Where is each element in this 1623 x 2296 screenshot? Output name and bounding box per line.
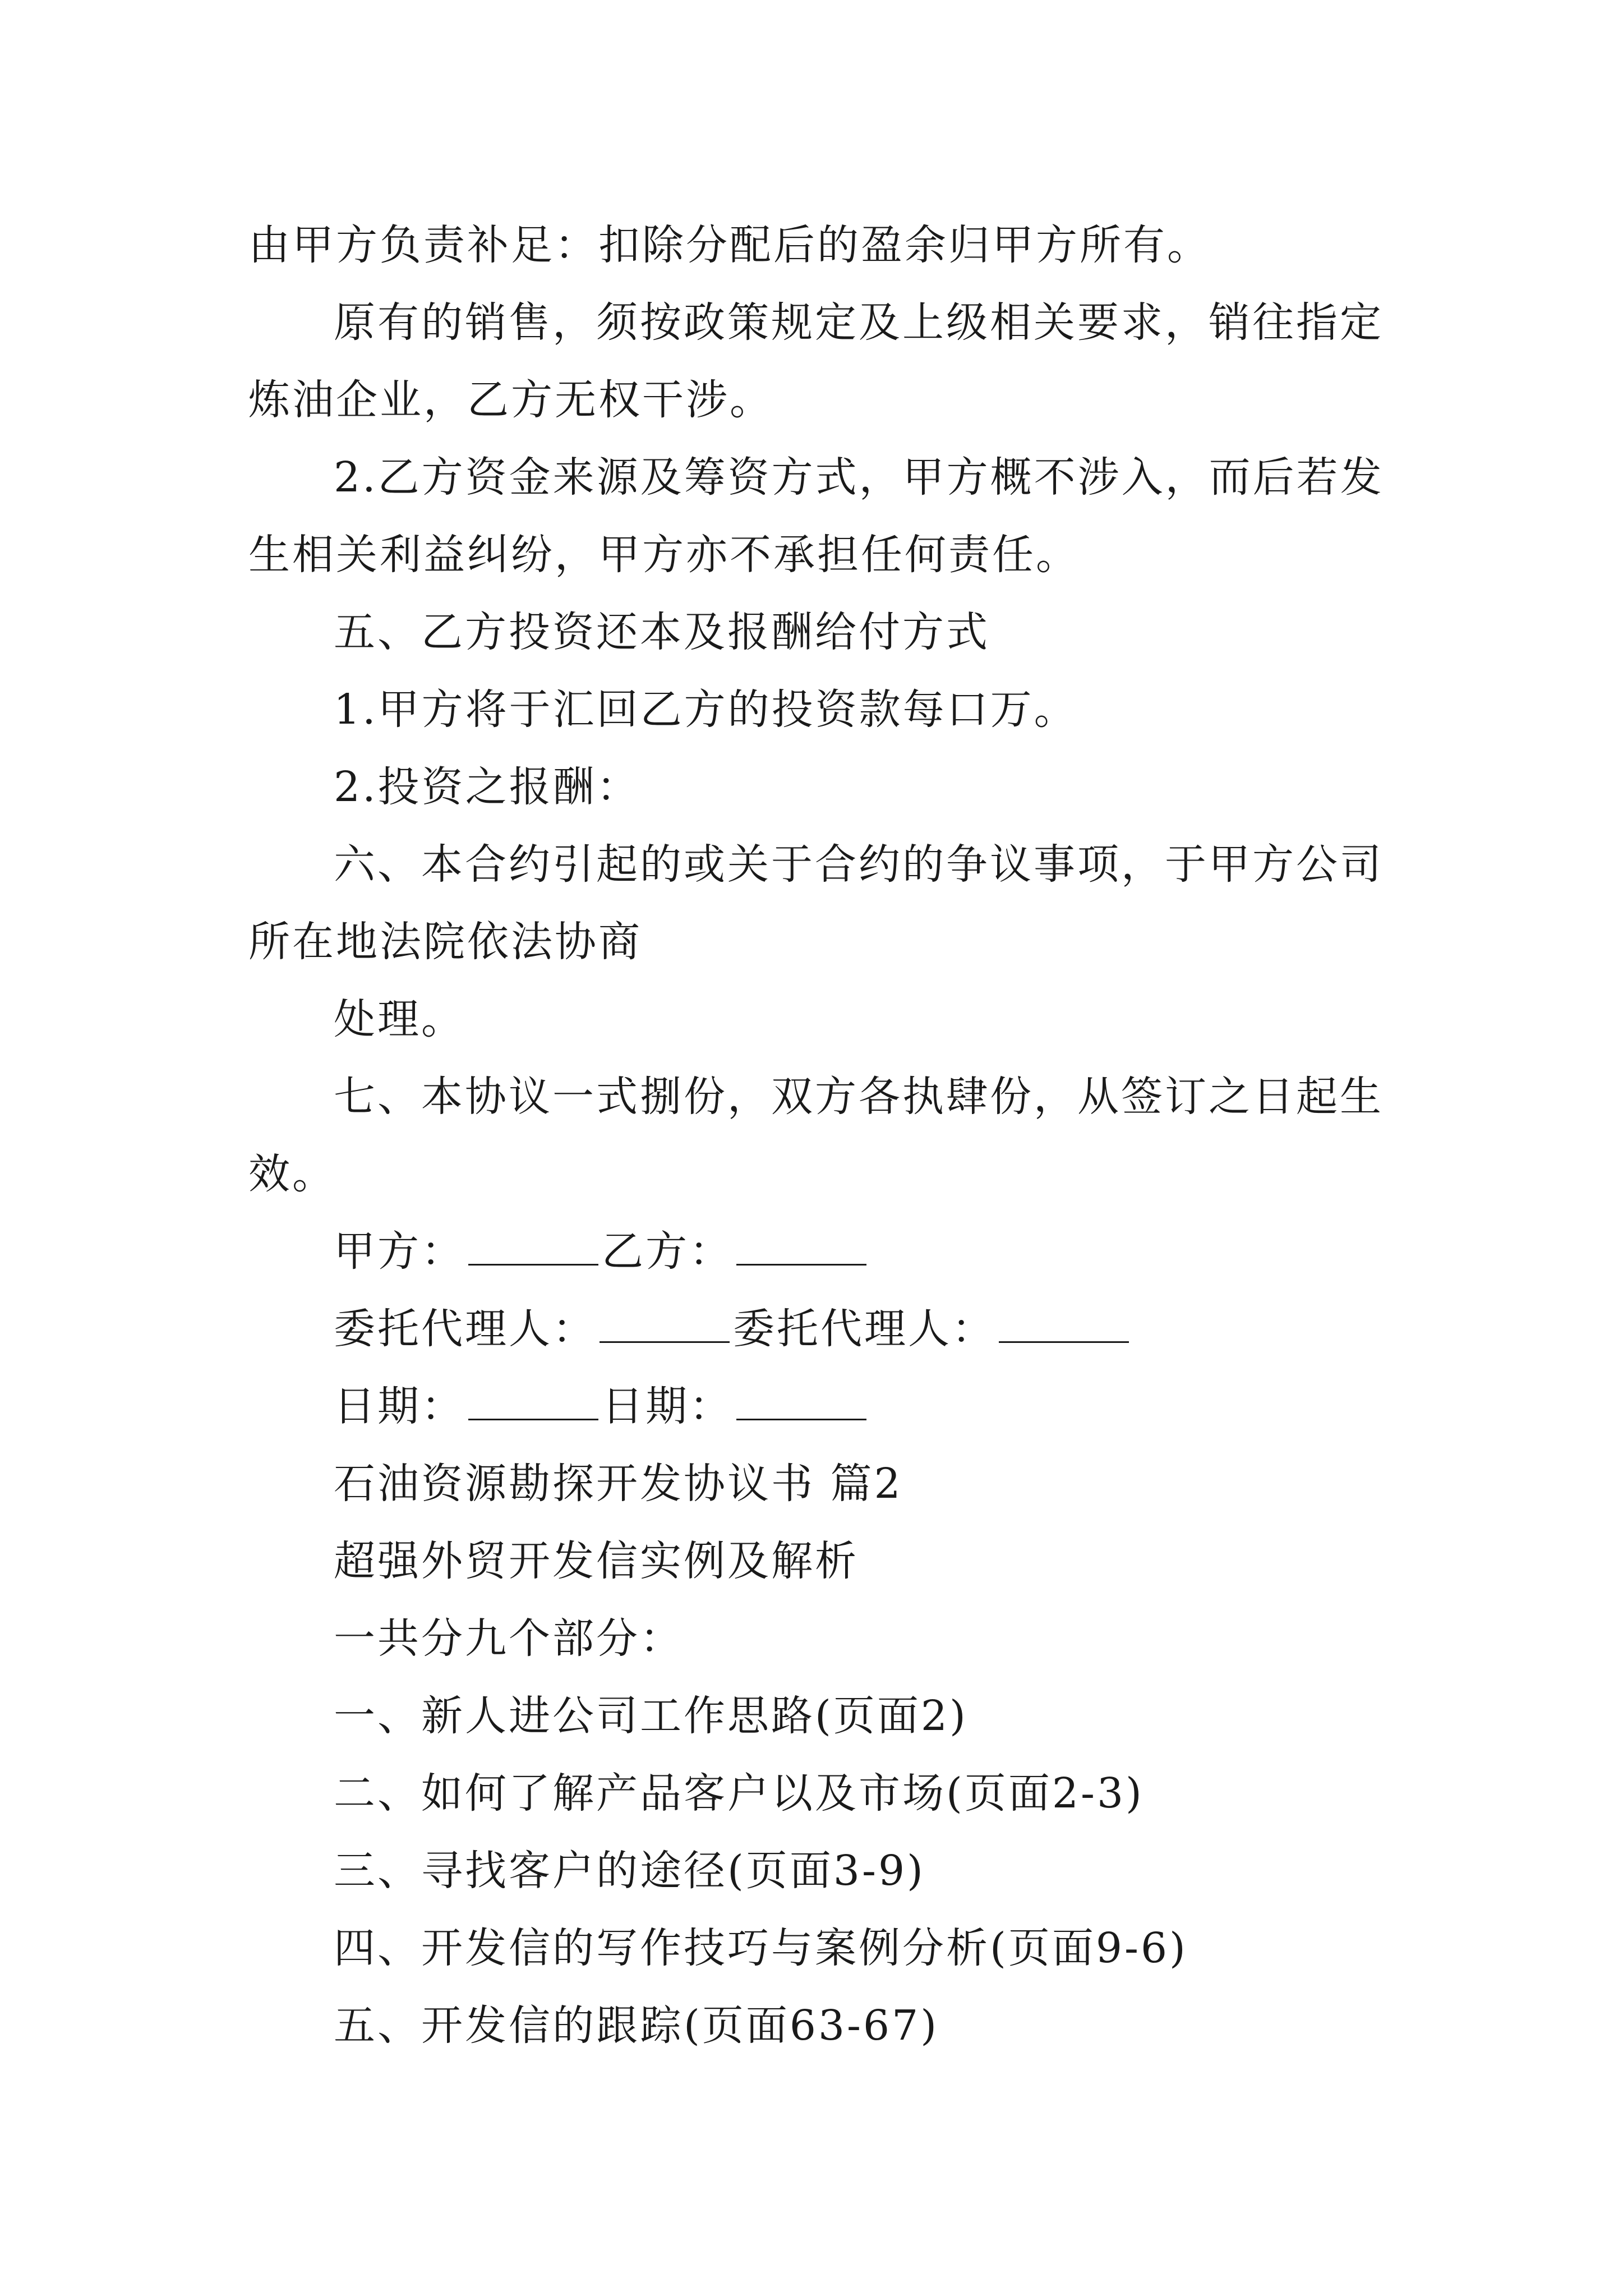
paragraph: 由甲方负责补足：扣除分配后的盈余归甲方所有。 [248,221,1211,269]
toc-item: 三、寻找客户的途径(页面3-9) [334,1847,925,1895]
signature-blank [600,1308,730,1343]
subtitle: 超强外贸开发信实例及解析 [334,1537,859,1585]
toc-item: 五、开发信的跟踪(页面63-67) [334,2001,939,2050]
signature-line-date [248,1368,1393,1445]
section-heading: 六、本合约引起的或关于合约的争议事项，于甲方公司所在地法院依法协商 [248,840,1384,966]
signature-line-agent [248,1290,1393,1368]
signature-label: 日期： [602,1382,733,1430]
signature-label: 委托代理人： [334,1305,596,1353]
signature-label: 甲方： [334,1227,465,1276]
signature-blank [468,1230,598,1266]
document-title: 石油资源勘探开发协议书 篇2 [334,1460,903,1508]
signature-label: 委托代理人： [733,1305,995,1353]
paragraph: 2.乙方资金来源及筹资方式，甲方概不涉入，而后若发生相关利益纠纷，甲方亦不承担任何责任。 [248,453,1384,579]
paragraph: 一共分九个部分： [334,1614,684,1663]
signature-blank [468,1385,598,1420]
signature-blank [736,1385,866,1420]
toc-item: 四、开发信的写作技巧与案例分析(页面9-6) [334,1924,1188,1972]
toc-item: 二、如何了解产品客户以及市场(页面2-3) [334,1769,1144,1818]
paragraph: 2.投资之报酬： [334,763,640,811]
toc-item: 一、新人进公司工作思路(页面2) [334,1692,968,1740]
paragraph: 原有的销售，须按政策规定及上级相关要求，销往指定炼油企业，乙方无权干涉。 [248,298,1384,424]
paragraph: 1.甲方将于汇回乙方的投资款每口万。 [334,685,1078,734]
signature-line-party [248,1213,1393,1290]
signature-label: 日期： [334,1382,465,1430]
document-body [248,206,1393,2064]
section-heading: 五、乙方投资还本及报酬给付方式 [334,608,990,656]
signature-blank [999,1308,1129,1343]
section-heading: 七、本协议一式捌份，双方各执肆份，从签订之日起生效。 [248,1073,1384,1198]
paragraph: 处理。 [334,995,465,1043]
signature-blank [736,1230,866,1266]
signature-label: 乙方： [602,1227,733,1276]
